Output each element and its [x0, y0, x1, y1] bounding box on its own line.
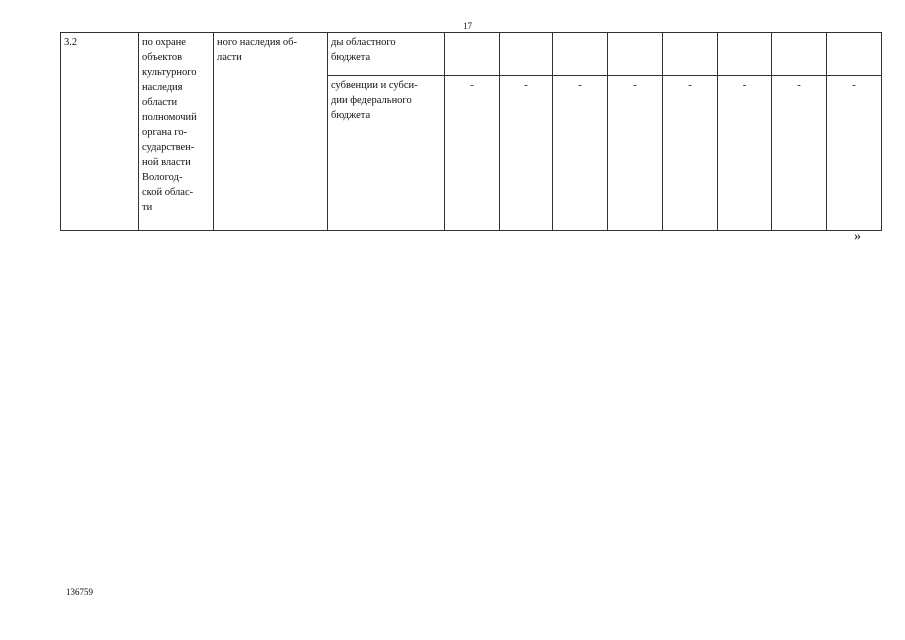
purpose-line: объектов	[142, 52, 183, 63]
source-line: дии федерального	[331, 95, 412, 106]
source-cell	[328, 33, 445, 76]
value-cell	[827, 33, 882, 76]
value-cell: -	[500, 76, 553, 231]
value-cell	[718, 33, 772, 76]
purpose-line: ской облас-	[142, 187, 194, 198]
value-cell: -	[663, 76, 718, 231]
result-line: ного наследия об-	[217, 37, 297, 48]
source-line: бюджета	[331, 110, 371, 121]
source-line: бюджета	[331, 52, 371, 63]
page-number: 17	[463, 21, 472, 31]
purpose-cell	[139, 33, 214, 231]
value-cell	[553, 33, 608, 76]
value-cell	[663, 33, 718, 76]
value-cell	[608, 33, 663, 76]
source-line: ды областного	[331, 37, 396, 48]
purpose-line: Вологод-	[142, 172, 183, 183]
purpose-line: полномочий	[142, 112, 197, 123]
value-cell	[772, 33, 827, 76]
value-cell	[500, 33, 553, 76]
table-row	[61, 33, 882, 76]
purpose-line: ти	[142, 202, 153, 213]
value-cell: -	[827, 76, 882, 231]
purpose-line: сударствен-	[142, 142, 195, 153]
purpose-line: органа го-	[142, 127, 188, 138]
value-cell: -	[553, 76, 608, 231]
document-code: 136759	[66, 587, 93, 597]
purpose-line: наследия	[142, 82, 183, 93]
row-number: 3.2	[64, 37, 78, 48]
row-number-cell	[61, 33, 139, 231]
value-cell: -	[445, 76, 500, 231]
closing-quote: »	[854, 229, 861, 244]
value-cell: -	[718, 76, 772, 231]
value-cell: -	[608, 76, 663, 231]
purpose-line: области	[142, 97, 178, 108]
purpose-line: ной власти	[142, 157, 191, 168]
budget-table	[60, 32, 882, 231]
result-cell	[214, 33, 328, 231]
source-cell	[328, 76, 445, 231]
purpose-line: по охране	[142, 37, 186, 48]
purpose-line: культурного	[142, 67, 197, 78]
result-line: ласти	[217, 52, 242, 63]
value-cell: -	[772, 76, 827, 231]
source-line: субвенции и субси-	[331, 80, 418, 91]
value-cell	[445, 33, 500, 76]
